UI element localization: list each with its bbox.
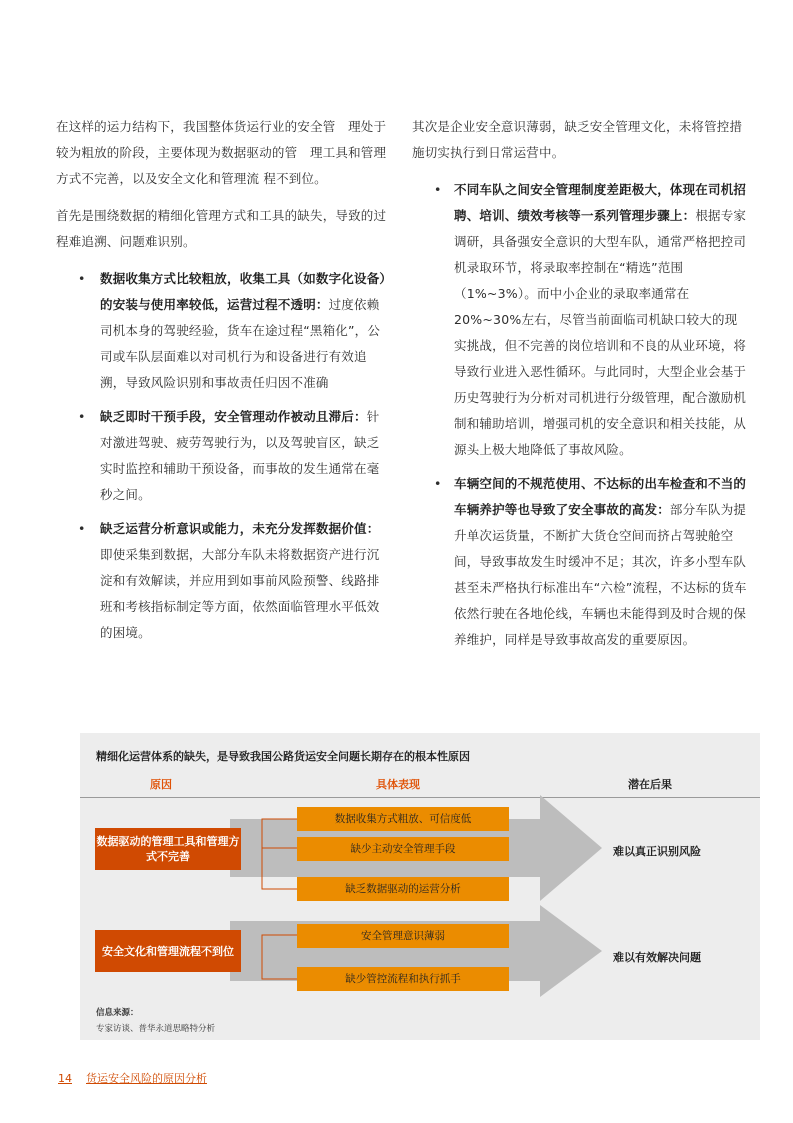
cause-box-data-tools: 数据驱动的管理工具和管理方式不完善 xyxy=(95,828,241,870)
bullet-heading: 车辆空间的不规范使用、不达标的出车检查和不当的车辆养护等也导致了安全事故的高发： xyxy=(454,476,747,517)
show-box-safety-awareness: 安全管理意识薄弱 xyxy=(297,924,509,948)
show-box-data-analysis: 缺乏数据驱动的运营分析 xyxy=(297,877,509,901)
source-text: 专家访谈、普华永道思略特分析 xyxy=(96,1024,216,1034)
result-solve-problem: 难以有效解决问题 xyxy=(613,951,701,964)
bullet-text: 过度依赖司机本身的驾驶经验，货车在途过程“黑箱化”，公司或车队层面难以对司机行为和设备进行有效追溯，导致风险识别和事故责任归因不准确 xyxy=(100,297,381,390)
left-bullet-item xyxy=(56,404,388,508)
diagram-title: 精细化运营体系的缺失，是导致我国公路货运安全问题长期存在的根本性原因 xyxy=(96,750,470,763)
right-bullet-item xyxy=(412,177,750,463)
bullet-heading: 缺乏运营分析意识或能力，未充分发挥数据价值： xyxy=(100,521,380,536)
bullet-text: 部分车队为提升单次运货量，不断扩大货仓空间而挤占驾驶舱空间，导致事故发生时缓冲不足；其次，许多小型车队甚至未严格执行标准出车“六检”流程，不达标的货车依然行驶在各地伦线，车辆也未能得到及时合规的保养维护，同样是导致事故高发的重要原因。 xyxy=(454,502,747,647)
cause-diagram-panel xyxy=(80,733,760,1040)
right-paragraph-1: 其次是企业安全意识薄弱，缺乏安全管理文化，未将管控措施切实执行到日常运营中。 xyxy=(412,119,743,160)
bullet-text: 根据专家调研，具备强安全意识的大型车队，通常严格把控司机录取环节，将录取率控制在“精选”范围（1%~3%）。而中小企业的录取率通常在20%~30%左右，尽管当前面临司机缺口较大的现实挑战，但不完善的岗位培训和不良的从业环境，将导致行业进入恶性循环。与此同时，大型企业会基于历史驾驶行为分析对司机进行分级管理，配合激励机制和辅助培训，增强司机的安全意识和相关技能，从源头上极大地降低了事故风险。 xyxy=(454,208,747,457)
page-footer-link[interactable] xyxy=(58,1070,221,1086)
left-bullet-list xyxy=(56,266,388,646)
right-column xyxy=(412,114,750,661)
cause-box-safety-culture: 安全文化和管理流程不到位 xyxy=(95,930,241,972)
header-show: 具体表现 xyxy=(376,778,420,791)
right-bullet-list xyxy=(412,177,750,653)
source-label: 信息来源： xyxy=(96,1008,139,1018)
left-bullet-item xyxy=(56,516,388,646)
right-bullet-item xyxy=(412,471,750,653)
page-number: 14 xyxy=(58,1072,72,1085)
left-bullet-item xyxy=(56,266,388,396)
left-paragraph-2: 首先是围绕数据的精细化管理方式和工具的缺失，导致的过程难追溯、问题难识别。 xyxy=(56,208,387,249)
bullet-dot-icon: • xyxy=(434,476,442,491)
bullet-heading: 不同车队之间安全管理制度差距极大，体现在司机招聘、培训、绩效考核等一系列管理步骤上： xyxy=(454,182,747,223)
bullet-text: 即使采集到数据，大部分车队未将数据资产进行沉淀和有效解读，并应用到如事前风险预警、线路排班和考核指标制定等方面，依然面临管理水平低效的困境。 xyxy=(100,547,380,640)
bullet-dot-icon: • xyxy=(434,182,442,197)
show-box-control-process: 缺少管控流程和执行抓手 xyxy=(297,967,509,991)
header-result: 潜在后果 xyxy=(628,778,672,791)
bullet-heading: 缺乏即时干预手段，安全管理动作被动且滞后： xyxy=(100,409,367,424)
show-box-active-safety: 缺少主动安全管理手段 xyxy=(297,837,509,861)
bullet-text: 针对激进驾驶、疲劳驾驶行为，以及驾驶盲区，缺乏实时监控和辅助干预设备，而事故的发生通常在毫秒之间。 xyxy=(100,409,380,502)
header-cause: 原因 xyxy=(150,778,172,791)
footer-section-title: 货运安全风险的原因分析 xyxy=(86,1072,207,1085)
bullet-dot-icon: • xyxy=(78,271,86,286)
show-box-data-collection: 数据收集方式粗放、可信度低 xyxy=(297,807,509,831)
left-column xyxy=(56,114,388,654)
bullet-heading: 数据收集方式比较粗放，收集工具（如数字化设备）的安装与使用率较低，运营过程不透明： xyxy=(100,271,386,312)
bullet-dot-icon: • xyxy=(78,409,86,424)
bullet-dot-icon: • xyxy=(78,521,86,536)
left-paragraph-1: 在这样的运力结构下，我国整体货运行业的安全管 理处于较为粗放的阶段，主要体现为数据驱动的管 理工具和管理方式不完善，以及安全文化和管理流 程不到位。 xyxy=(56,119,387,186)
result-identify-risk: 难以真正识别风险 xyxy=(613,845,701,858)
